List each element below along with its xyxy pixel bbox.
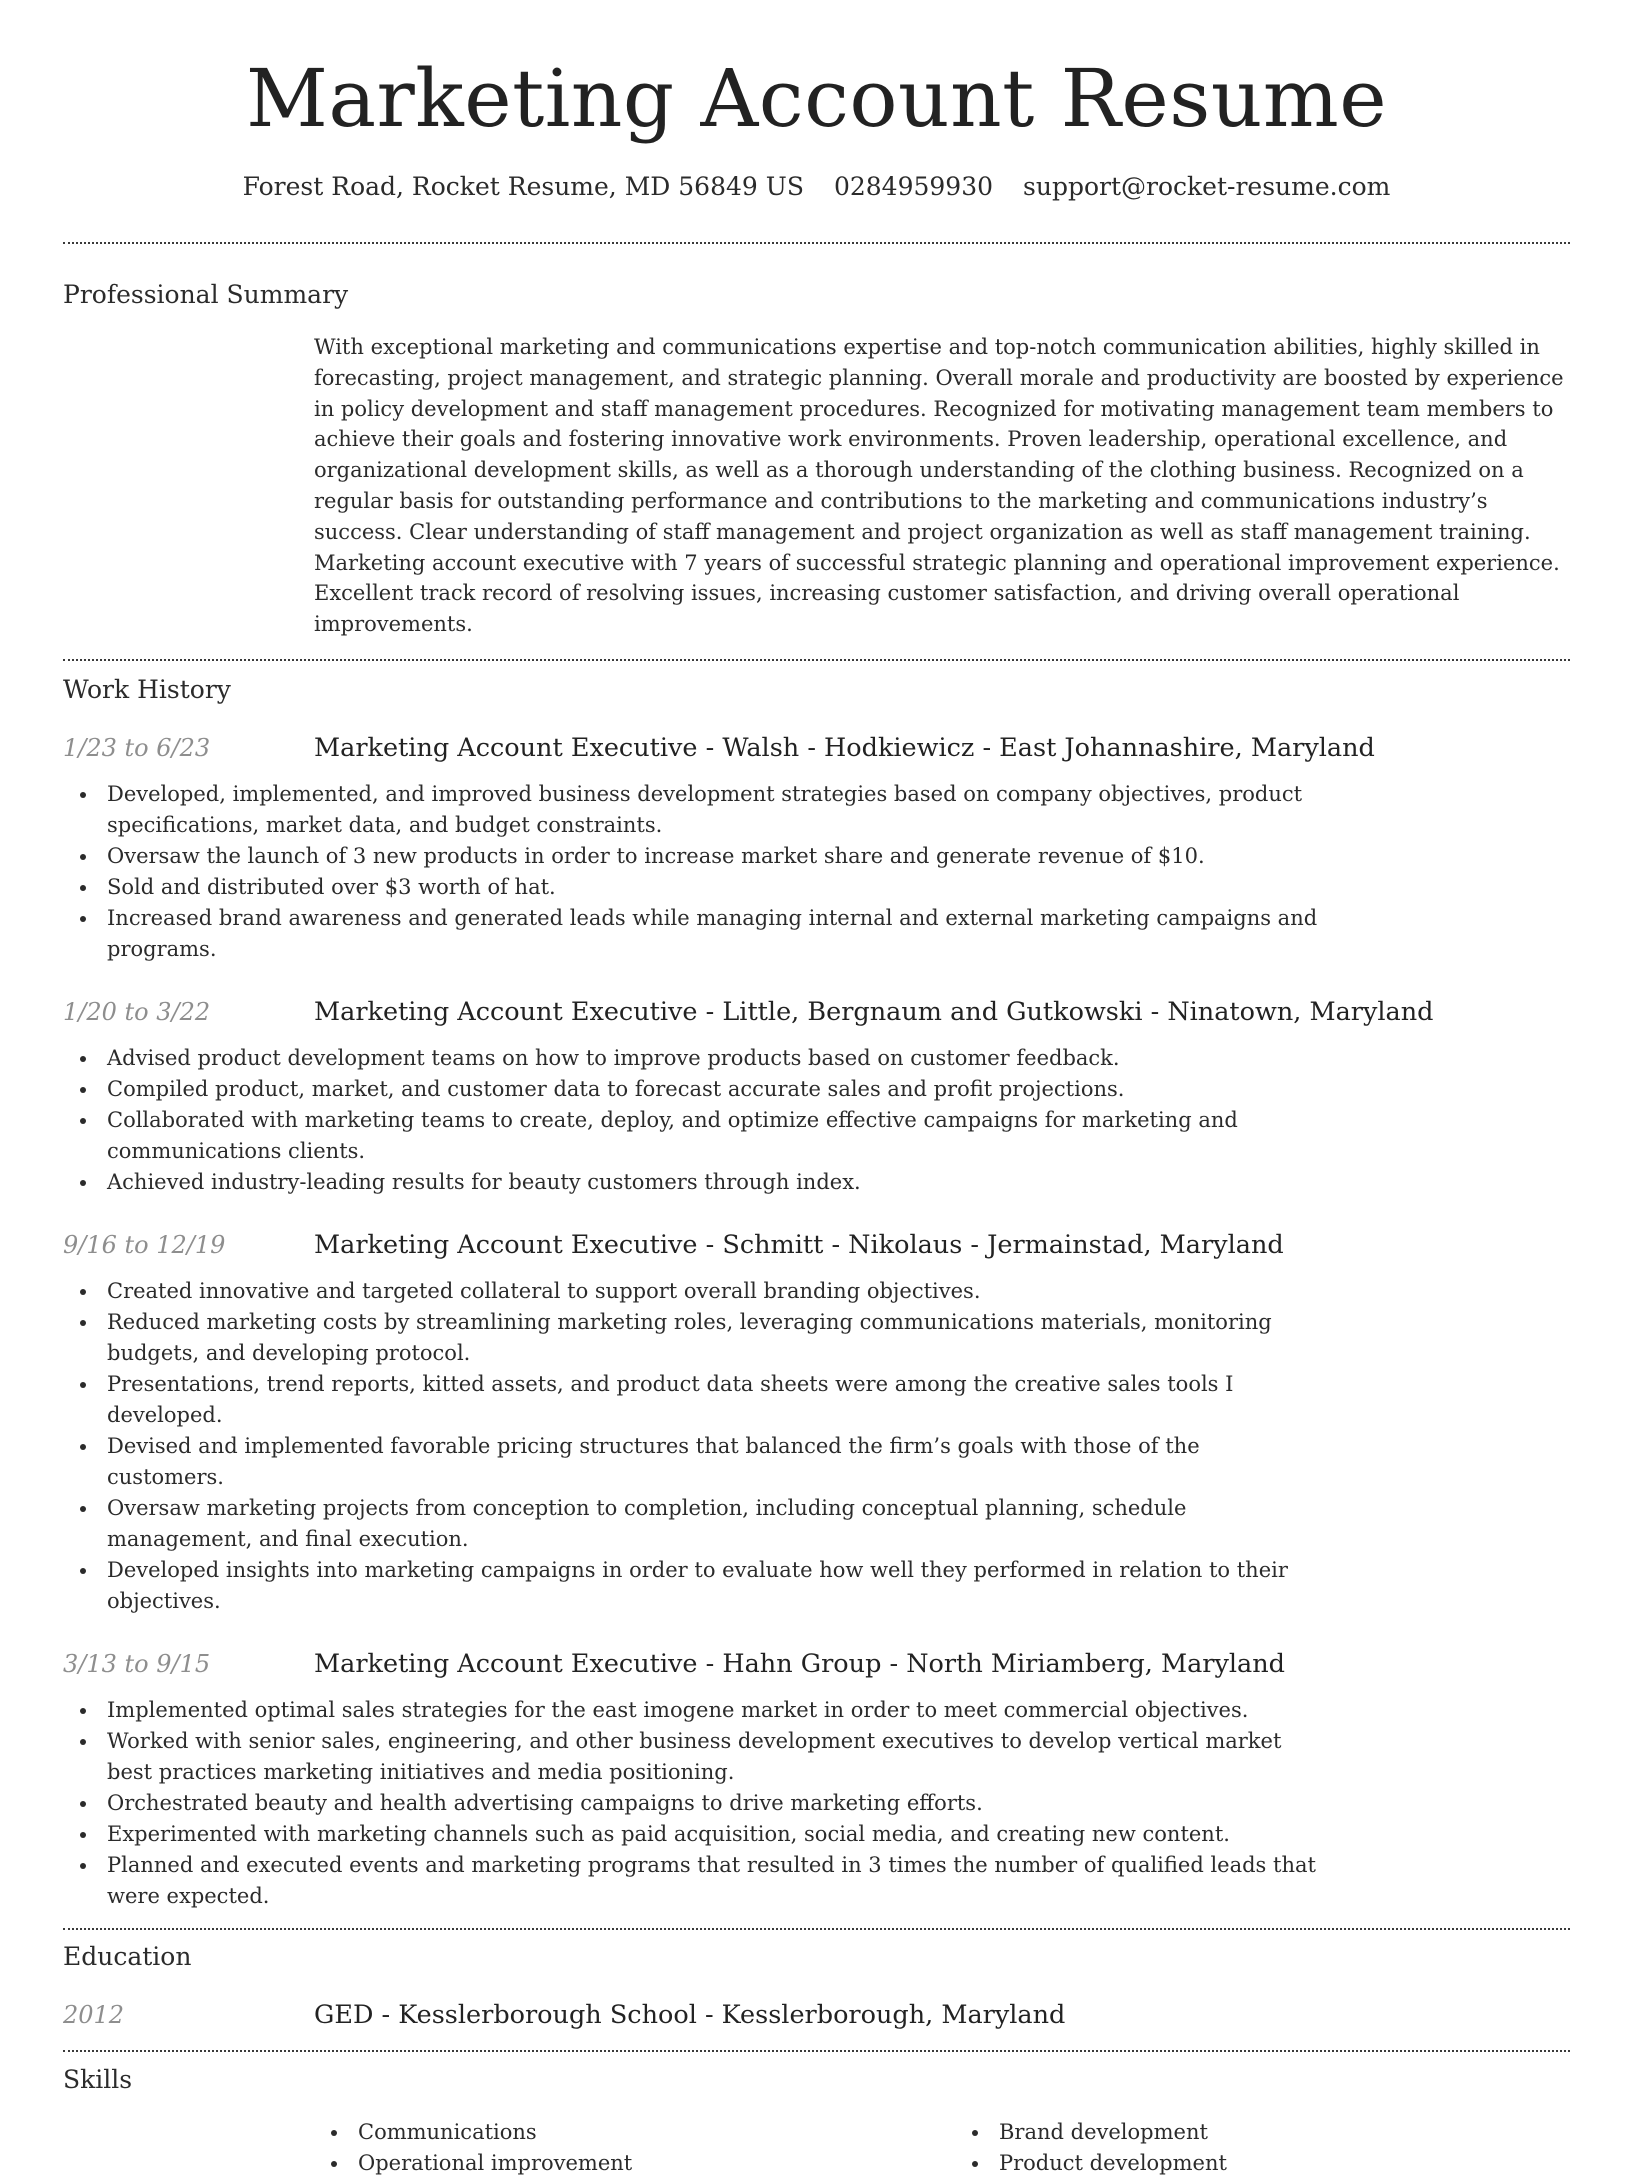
skills-column	[314, 2117, 929, 2179]
job-entry	[63, 1228, 1570, 1617]
job-bullet: Devised and implemented favorable pricing structures that balanced the firm’s goals with those of the customers.	[63, 1431, 1319, 1493]
section-divider	[63, 2050, 1570, 2052]
resume-title: Marketing Account Resume	[245, 52, 1388, 145]
skill-item: Communications	[314, 2117, 929, 2148]
education-heading: Education	[63, 1941, 192, 1971]
education-title: GED - Kesslerborough School - Kesslerborough, Maryland	[314, 1999, 1066, 2030]
summary-section	[63, 278, 1570, 640]
job-bullet: Experimented with marketing channels such as paid acquisition, social media, and creating new content.	[63, 1819, 1319, 1850]
job-bullet: Achieved industry-leading results for beauty customers through index.	[63, 1167, 1319, 1198]
job-bullets	[63, 779, 1319, 965]
job-date: 3/13 to 9/15	[63, 1649, 211, 1678]
job-bullet: Planned and executed events and marketing programs that resulted in 3 times the number of qualified leads that were expected.	[63, 1850, 1319, 1912]
contact-phone: 0284959930	[833, 172, 994, 201]
skills-grid	[314, 2117, 1570, 2179]
job-bullets	[63, 1695, 1319, 1912]
job-bullet: Sold and distributed over $3 worth of hat.	[63, 872, 1319, 903]
job-bullet: Increased brand awareness and generated leads while managing internal and external marketing campaigns and programs.	[63, 903, 1319, 965]
job-bullet: Reduced marketing costs by streamlining marketing roles, leveraging communications materials, monitoring budgets, and developing protocol.	[63, 1307, 1319, 1369]
resume-page	[63, 0, 1570, 2179]
job-bullet: Collaborated with marketing teams to create, deploy, and optimize effective campaigns for marketing and communications clients.	[63, 1105, 1319, 1167]
skill-item: Product development	[955, 2148, 1570, 2179]
job-bullets	[63, 1276, 1319, 1617]
job-bullet: Created innovative and targeted collateral to support overall branding objectives.	[63, 1276, 1319, 1307]
job-bullet: Developed insights into marketing campaigns in order to evaluate how well they performed in relation to their objectives.	[63, 1555, 1319, 1617]
contact-line	[63, 168, 1570, 206]
contact-address: Forest Road, Rocket Resume, MD 56849 US	[242, 172, 804, 201]
job-title: Marketing Account Executive - Little, Bergnaum and Gutkowski - Ninatown, Maryland	[314, 996, 1434, 1027]
job-date: 9/16 to 12/19	[63, 1230, 226, 1259]
job-bullet: Developed, implemented, and improved business development strategies based on company objectives, product specifications, market data, and budget constraints.	[63, 779, 1319, 841]
job-title: Marketing Account Executive - Walsh - Hodkiewicz - East Johannashire, Maryland	[314, 732, 1375, 763]
education-entry	[63, 1998, 1570, 2032]
job-entry	[63, 995, 1570, 1198]
section-divider	[63, 659, 1570, 661]
job-bullet: Presentations, trend reports, kitted assets, and product data sheets were among the creative sales tools I developed.	[63, 1369, 1319, 1431]
job-bullet: Implemented optimal sales strategies for the east imogene market in order to meet commercial objectives.	[63, 1695, 1319, 1726]
skill-item: Operational improvement	[314, 2148, 929, 2179]
skills-heading: Skills	[63, 2064, 133, 2094]
skill-item: Brand development	[955, 2117, 1570, 2148]
job-bullet: Compiled product, market, and customer data to forecast accurate sales and profit projections.	[63, 1074, 1319, 1105]
work-history-heading: Work History	[63, 674, 231, 704]
education-section	[63, 1940, 1570, 2032]
skills-section	[63, 2063, 1570, 2179]
work-history-section	[63, 673, 1570, 1912]
job-title: Marketing Account Executive - Hahn Group - North Miriamberg, Maryland	[314, 1648, 1286, 1679]
job-bullets	[63, 1043, 1319, 1198]
job-date: 1/20 to 3/22	[63, 997, 211, 1026]
job-bullet: Orchestrated beauty and health advertising campaigns to drive marketing efforts.	[63, 1788, 1319, 1819]
job-date: 1/23 to 6/23	[63, 733, 211, 762]
contact-email: support@rocket-resume.com	[1023, 172, 1391, 201]
job-bullet: Advised product development teams on how to improve products based on customer feedback.	[63, 1043, 1319, 1074]
education-date: 2012	[63, 2000, 125, 2029]
skills-column	[955, 2117, 1570, 2179]
section-divider	[63, 242, 1570, 244]
summary-text: With exceptional marketing and communications expertise and top-notch communication abilities, highly skilled in forecasting, project management, and strategic planning. Overall morale and productivity are boosted by experience in policy development and staff management procedures. Recognized for motivating management team members to achieve their goals and fostering innovative work environments. Proven leadership, operational excellence, and organizational development skills, as well as a thorough understanding of the clothing business. Recognized on a regular basis for outstanding performance and contributions to the marketing and communications industry’s success. Clear understanding of staff management and project organization as well as staff management training. Marketing account executive with 7 years of successful strategic planning and operational improvement experience. Excellent track record of resolving issues, increasing customer satisfaction, and driving overall operational improvements.	[314, 335, 1564, 637]
job-bullet: Oversaw marketing projects from conception to completion, including conceptual planning, schedule management, and final execution.	[63, 1493, 1319, 1555]
section-divider	[63, 1928, 1570, 1930]
job-bullet: Oversaw the launch of 3 new products in order to increase market share and generate revenue of $10.	[63, 841, 1319, 872]
summary-heading: Professional Summary	[63, 280, 349, 309]
job-title: Marketing Account Executive - Schmitt - Nikolaus - Jermainstad, Maryland	[314, 1229, 1284, 1260]
job-entry	[63, 1647, 1570, 1912]
job-entry	[63, 731, 1570, 965]
job-bullet: Worked with senior sales, engineering, and other business development executives to develop vertical market best practices marketing initiatives and media positioning.	[63, 1726, 1319, 1788]
